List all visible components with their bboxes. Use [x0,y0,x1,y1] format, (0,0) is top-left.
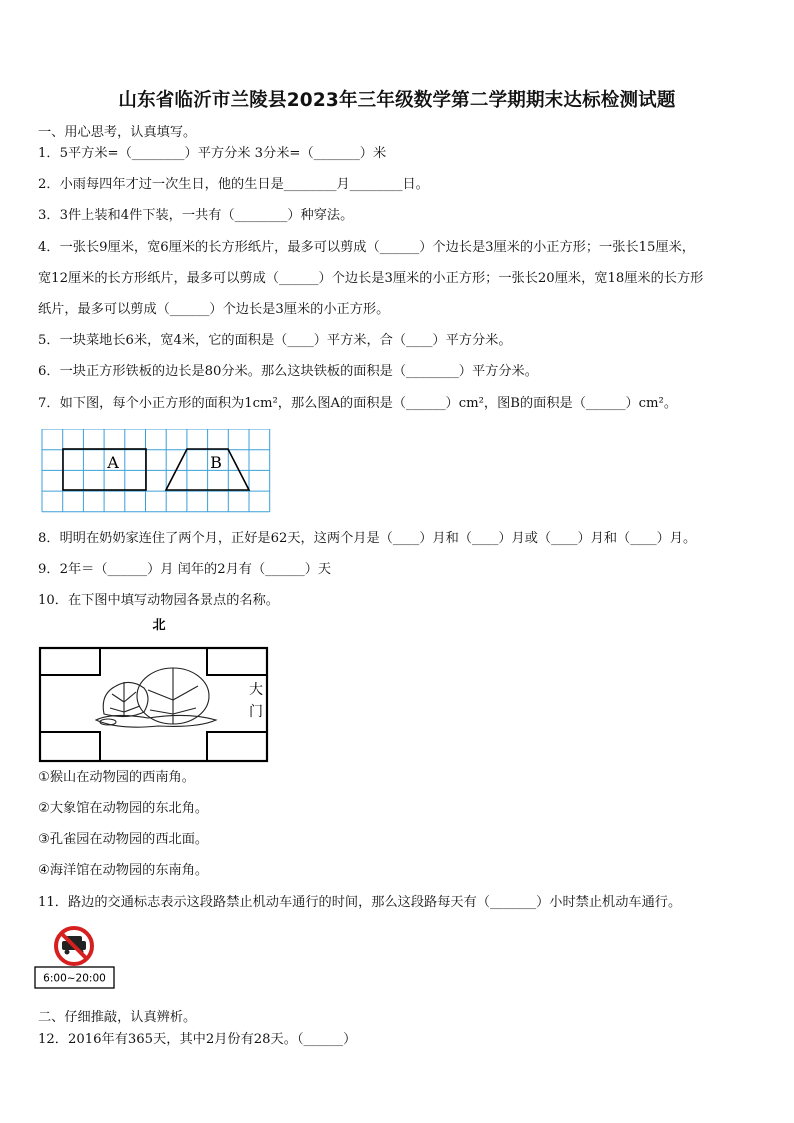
corner-box-nw [40,648,100,675]
q10-item-4: ④海洋馆在动物园的东南角。 [38,863,209,878]
area-grid-figure [40,429,272,519]
sign-time-text: 6:00~20:00 [43,972,106,985]
zoo-map-svg [38,616,270,764]
q10-item-3: ③孔雀园在动物园的西北面。 [38,832,209,847]
corner-box-se [207,732,267,761]
grid-lines [42,429,270,512]
shape-b-label: B [210,453,222,472]
section-2-heading: 二、仔细推敲，认真辨析。 [38,1010,197,1025]
q10-item-2: ②大象馆在动物园的东北角。 [38,801,209,816]
question-1: 1．5平方米=（________）平方分米 3分米=（_______）米 [38,146,387,161]
gate-label-1: 大 [249,682,263,698]
question-6: 6．一块正方形铁板的边长是80分米。那么这块铁板的面积是（________）平方分米。 [38,364,538,379]
question-4-line-1: 4．一张长9厘米，宽6厘米的长方形纸片，最多可以剪成（______）个边长是3厘米的小正方形；一张长15厘米， [38,240,695,255]
no-motor-vehicle-icon [56,928,92,964]
shape-a-label: A [107,453,119,472]
corner-box-sw [40,732,100,761]
question-4-line-3: 纸片，最多可以剪成（______）个边长是3厘米的小正方形。 [38,302,390,317]
question-7: 7．如下图，每个小正方形的面积为1cm²，那么图A的面积是（______）cm²，图B的面积是（______）cm²。 [38,396,678,411]
page-title: 山东省临沂市兰陵县2023年三年级数学第二学期期末达标检测试题 [118,90,676,111]
gate-label-2: 门 [249,704,263,720]
question-3: 3．3件上装和4件下装，一共有（________）种穿法。 [38,208,354,223]
question-12: 12．2016年有365天，其中2月份有28天。（______） [38,1032,357,1047]
question-4-line-2: 宽12厘米的长方形纸片，最多可以剪成（______）个边长是3厘米的小正方形；一张长20厘米，宽18厘米的长方形 [38,271,704,286]
question-5: 5．一块菜地长6米，宽4米，它的面积是（____）平方米，合（____）平方分米。 [38,333,512,348]
section-1-heading: 一、用心思考，认真填写。 [38,125,197,140]
question-2: 2．小雨每四年才过一次生日，他的生日是________月________日。 [38,177,429,192]
zoo-map-figure [38,616,270,768]
q10-item-1: ①猴山在动物园的西南角。 [38,770,195,785]
north-label: 北 [152,618,166,633]
traffic-sign-figure [34,925,118,995]
question-11: 11．路边的交通标志表示这段路禁止机动车通行的时间，那么这段路每天有（_______）小时禁止机动车通行。 [38,895,682,910]
zoo-outline [40,648,267,761]
center-lake-drawing [96,668,216,727]
question-9: 9．2年＝（______）月 闰年的2月有（______）天 [38,562,332,577]
corner-box-ne [207,648,267,675]
question-8: 8．明明在奶奶家连住了两个月，正好是62天，这两个月是（____）月和（____）月或（____）月和（____）月。 [38,531,697,546]
area-grid-svg [40,429,272,515]
traffic-sign-svg [34,925,118,991]
question-10: 10．在下图中填写动物园各景点的名称。 [38,593,279,608]
